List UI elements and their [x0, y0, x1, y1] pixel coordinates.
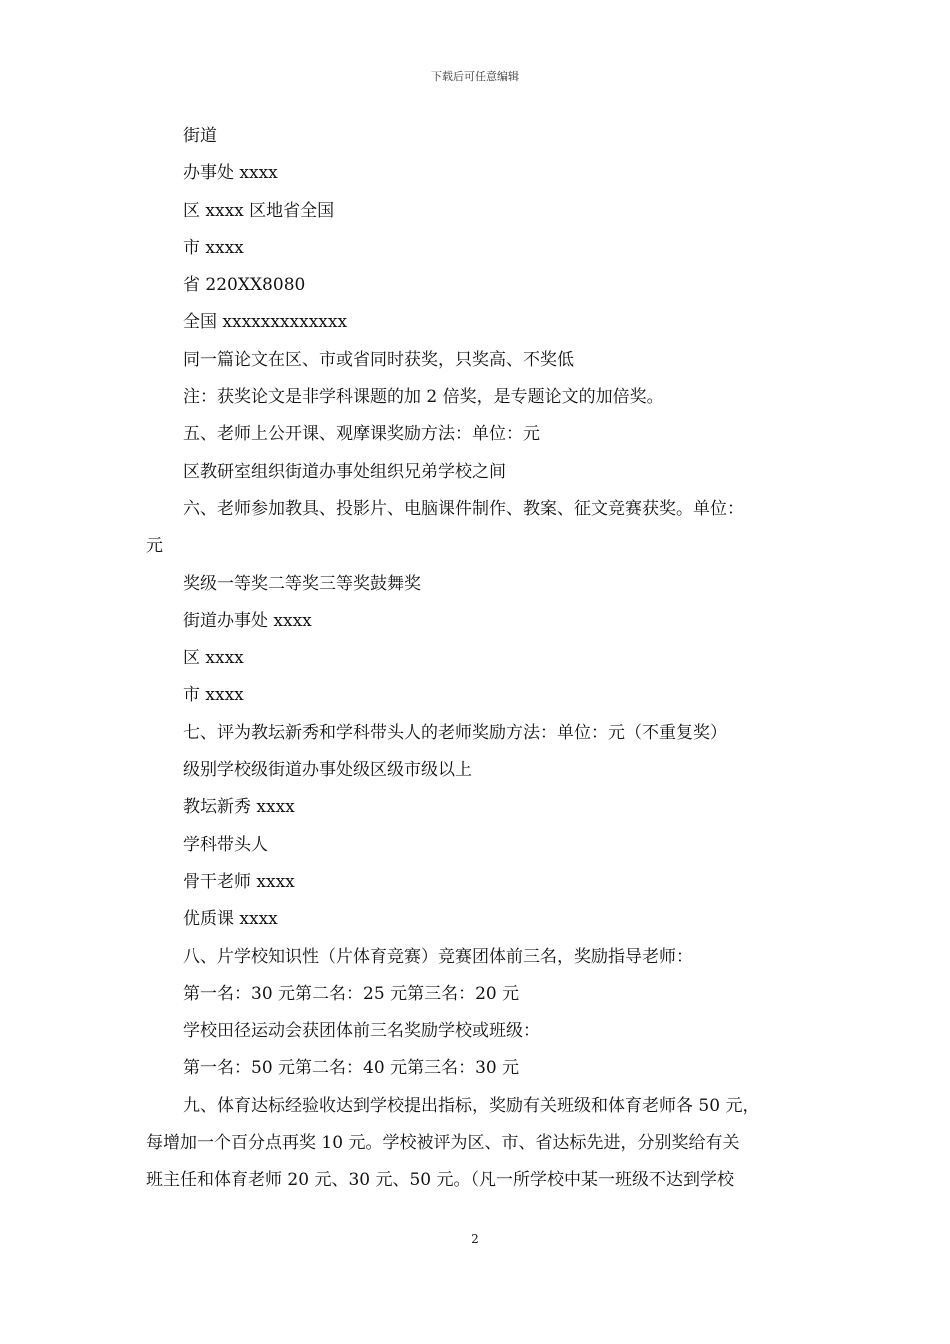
text-line: 省 220XX8080 [183, 275, 306, 296]
section-heading: 八、片学校知识性（片体育竞赛）竞赛团体前三名，奖励指导老师： [183, 946, 693, 967]
section-heading: 七、评为教坛新秀和学科带头人的老师奖励方法：单位：元（不重复奖） [183, 722, 727, 743]
text-line: 骨干老师 xxxx [183, 871, 295, 892]
text-line-continued: 元 [146, 536, 163, 557]
text-line: 第一名：50 元第二名：40 元第三名：30 元 [183, 1058, 520, 1079]
text-line: 办事处 xxxx [183, 163, 278, 184]
text-line: 学校田径运动会获团体前三名奖励学校或班级： [183, 1021, 540, 1042]
text-line: 区 xxxx [183, 648, 244, 669]
text-line-continued: 班主任和体育老师 20 元、30 元、50 元。（凡一所学校中某一班级不达到学校 [146, 1170, 735, 1191]
text-line: 市 xxxx [183, 685, 244, 706]
text-line: 街道办事处 xxxx [183, 610, 312, 631]
text-line: 注：获奖论文是非学科课题的加 2 倍奖，是专题论文的加倍奖。 [183, 387, 664, 408]
document-body [146, 118, 826, 1200]
text-line: 街道 [183, 126, 217, 146]
text-line: 教坛新秀 xxxx [183, 797, 295, 818]
section-heading: 六、老师参加教具、投影片、电脑课件制作、教案、征文竞赛获奖。单位： [183, 498, 744, 519]
text-line: 全国 xxxxxxxxxxxxx [183, 312, 348, 333]
text-line: 区教研室组织街道办事处组织兄弟学校之间 [183, 461, 506, 482]
text-line: 级别学校级街道办事处级区级市级以上 [183, 760, 472, 781]
text-line-continued: 每增加一个百分点再奖 10 元。学校被评为区、市、省达标先进，分别奖给有关 [146, 1133, 740, 1154]
text-line: 优质课 xxxx [183, 909, 278, 930]
text-line: 学科带头人 [183, 834, 268, 855]
text-line: 区 xxxx 区地省全国 [183, 200, 335, 221]
text-line: 奖级一等奖二等奖三等奖鼓舞奖 [183, 573, 421, 594]
text-line: 同一篇论文在区、市或省同时获奖，只奖高、不奖低 [183, 349, 574, 370]
page-header: 下载后可任意编辑 [431, 70, 519, 83]
section-heading: 九、体育达标经验收达到学校提出指标，奖励有关班级和体育老师各 50 元， [183, 1095, 760, 1116]
text-line: 市 xxxx [183, 237, 244, 258]
section-heading: 五、老师上公开课、观摩课奖励方法：单位：元 [183, 424, 540, 445]
page-number: 2 [471, 1232, 479, 1246]
text-line: 第一名：30 元第二名：25 元第三名：20 元 [183, 983, 520, 1004]
